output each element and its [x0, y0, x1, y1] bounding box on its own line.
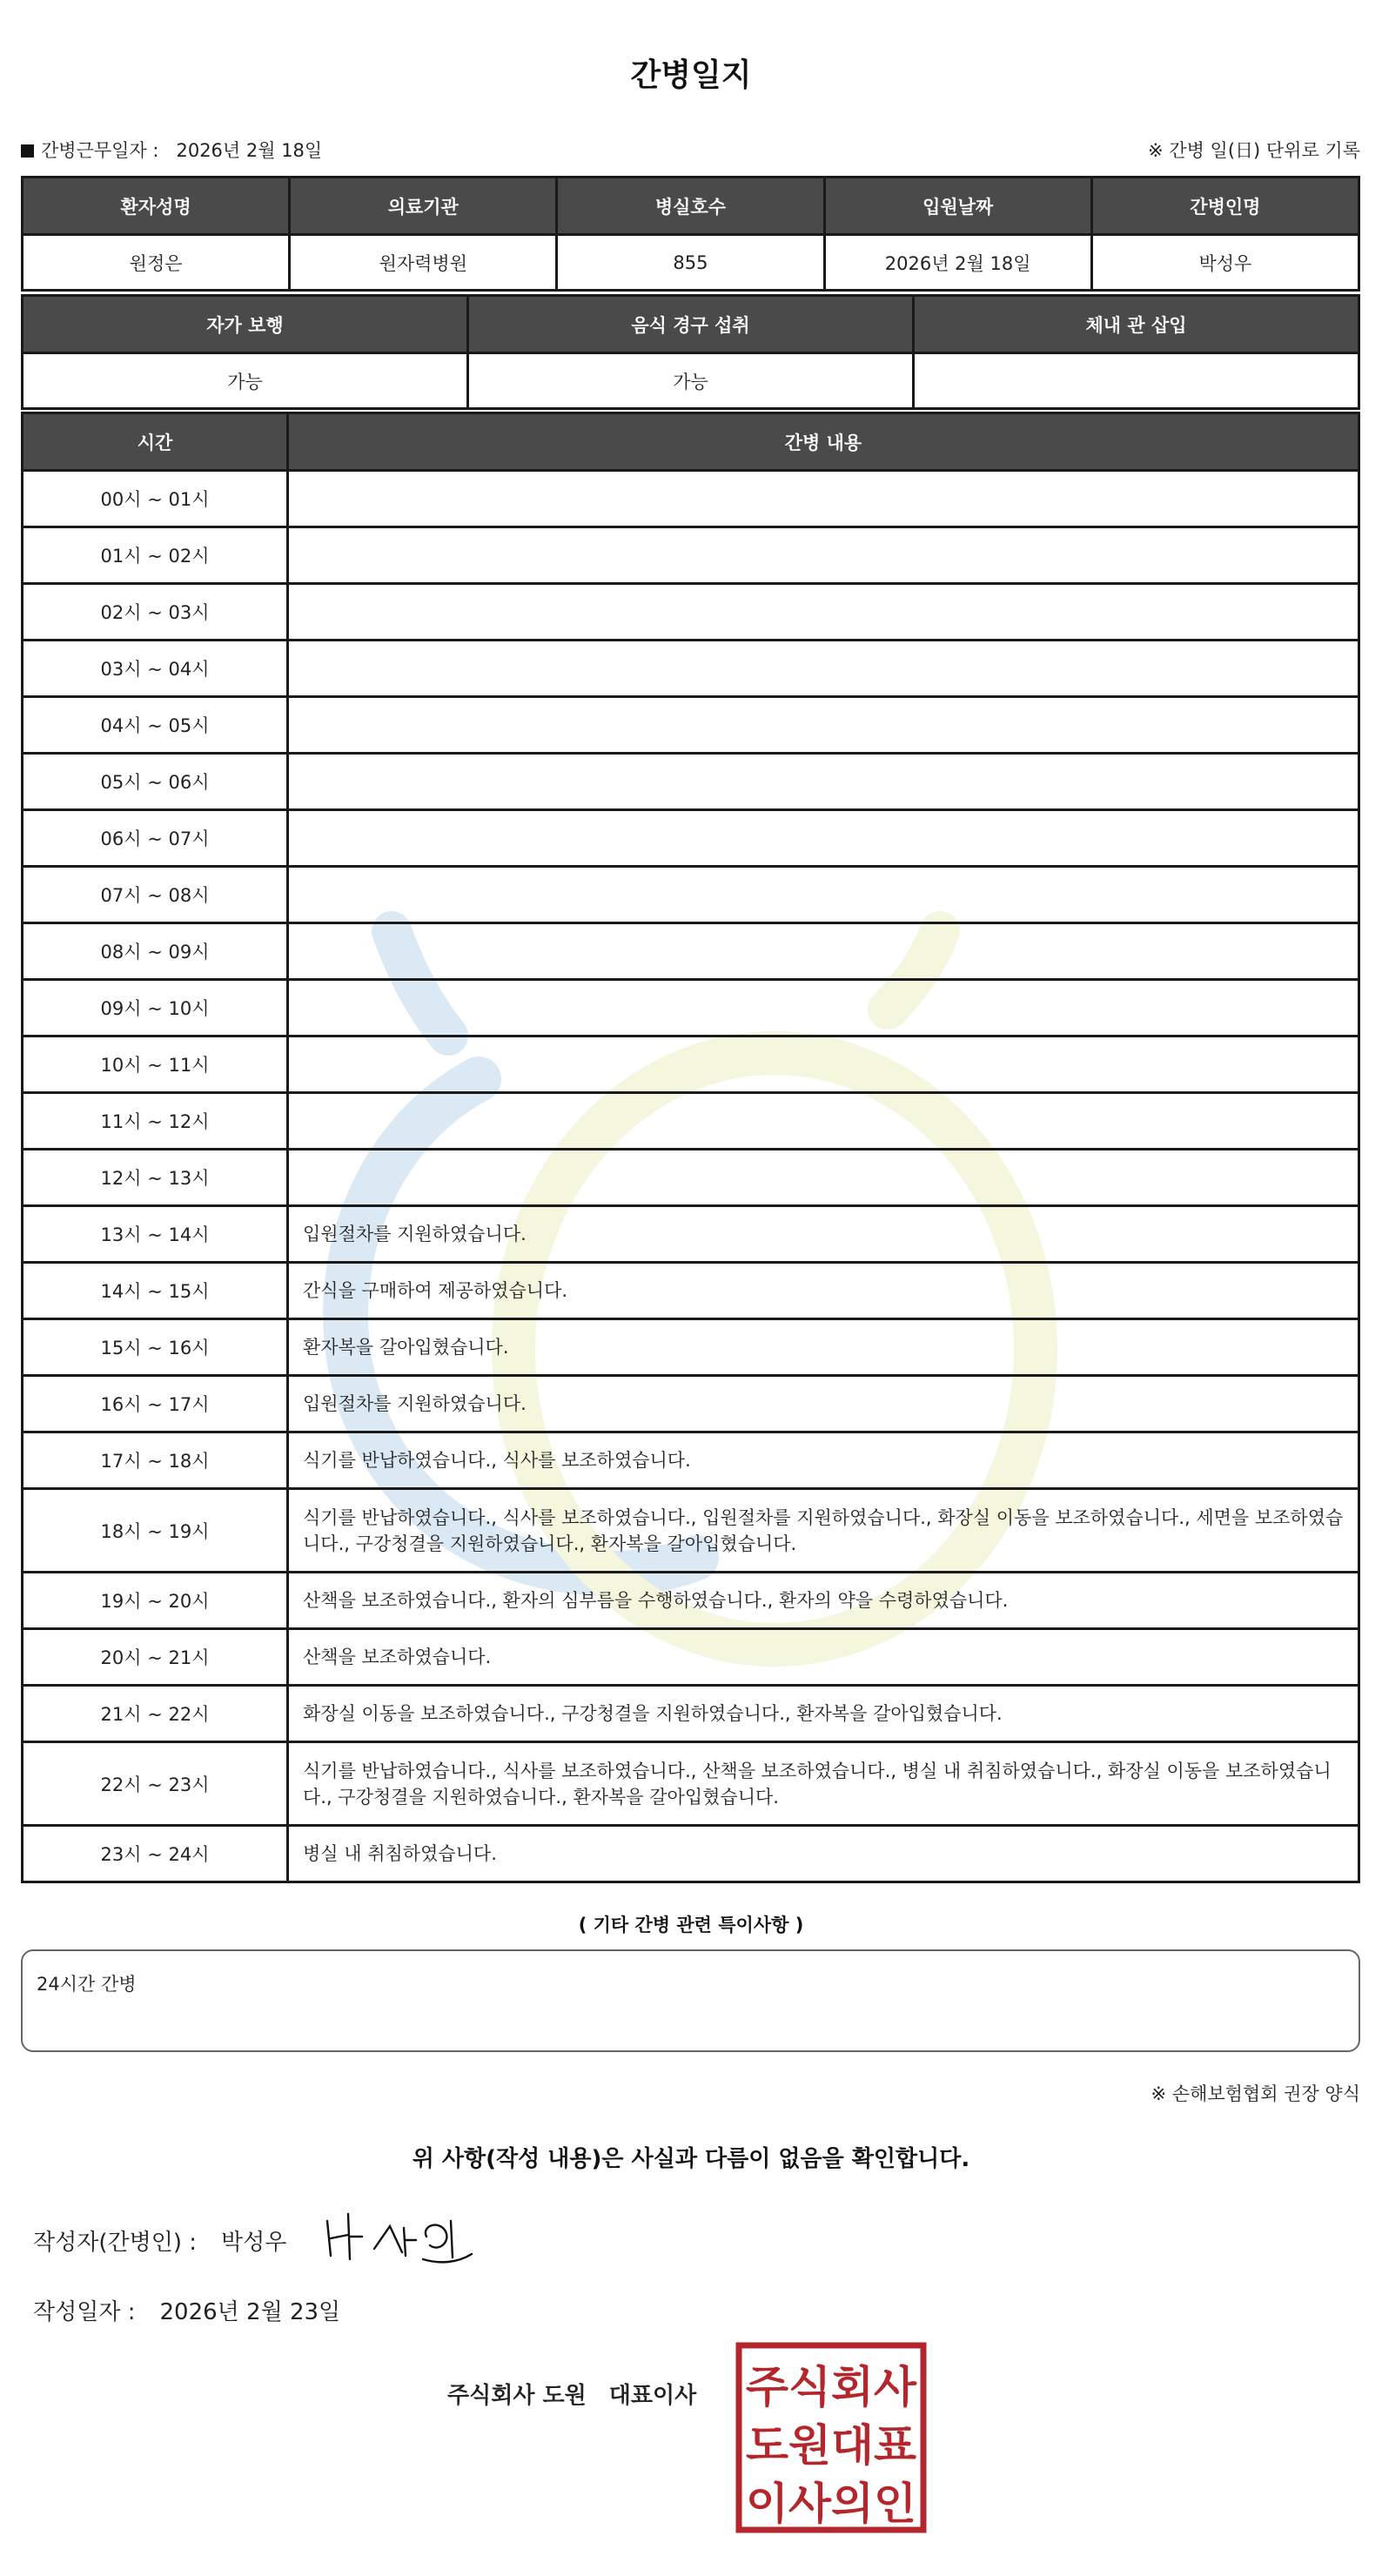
header-caregiver-name: 간병인명	[1091, 178, 1359, 235]
log-time: 12시 ~ 13시	[23, 1150, 288, 1206]
written-date-value: 2026년 2월 23일	[159, 2299, 341, 2325]
log-content	[288, 810, 1359, 867]
log-content: 입원절차를 지원하였습니다.	[288, 1206, 1359, 1263]
header-hospital: 의료기관	[290, 178, 557, 235]
log-content	[288, 1150, 1359, 1206]
log-row	[23, 641, 1359, 697]
log-time: 21시 ~ 22시	[23, 1686, 288, 1742]
log-row	[23, 1629, 1359, 1686]
writer-name: 박성우	[221, 2230, 287, 2256]
log-row	[23, 1263, 1359, 1319]
written-date-label: 작성일자 :	[33, 2299, 136, 2325]
log-row	[23, 754, 1359, 810]
log-row	[23, 810, 1359, 867]
tube-insertion-value	[914, 353, 1359, 409]
notes-text: 24시간 간병	[37, 1974, 137, 1995]
oral-intake-value: 가능	[468, 353, 914, 409]
work-date-label: 간병근무일자 :	[41, 140, 159, 161]
square-bullet-icon	[21, 144, 34, 158]
log-row	[23, 1742, 1359, 1826]
log-row	[23, 1686, 1359, 1742]
header-oral-intake: 음식 경구 섭취	[468, 296, 914, 353]
log-time: 07시 ~ 08시	[23, 867, 288, 923]
log-time: 17시 ~ 18시	[23, 1432, 288, 1489]
log-row	[23, 1376, 1359, 1432]
log-time: 16시 ~ 17시	[23, 1376, 288, 1432]
log-content: 환자복을 갈아입혔습니다.	[288, 1319, 1359, 1376]
log-row	[23, 1573, 1359, 1629]
log-content: 입원절차를 지원하였습니다.	[288, 1376, 1359, 1432]
log-row	[23, 867, 1359, 923]
log-content	[288, 980, 1359, 1036]
company-line	[447, 2378, 696, 2410]
patient-name-value: 원정은	[23, 235, 290, 291]
header-room-number: 병실호수	[557, 178, 824, 235]
svg-text:도원대표: 도원대표	[746, 2420, 917, 2471]
writer-line	[33, 2224, 286, 2257]
header-time: 시간	[23, 413, 288, 471]
log-time: 10시 ~ 11시	[23, 1036, 288, 1093]
log-row	[23, 471, 1359, 527]
svg-text:주식회사: 주식회사	[746, 2362, 917, 2412]
log-time: 22시 ~ 23시	[23, 1742, 288, 1826]
log-content	[288, 697, 1359, 754]
log-content: 화장실 이동을 보조하였습니다., 구강청결을 지원하였습니다., 환자복을 갈아입혔습니다.	[288, 1686, 1359, 1742]
log-time: 13시 ~ 14시	[23, 1206, 288, 1263]
log-row	[23, 1150, 1359, 1206]
log-time: 14시 ~ 15시	[23, 1263, 288, 1319]
log-time: 06시 ~ 07시	[23, 810, 288, 867]
unit-note: ※ 간병 일(日) 단위로 기록	[1148, 140, 1360, 161]
log-row	[23, 1036, 1359, 1093]
log-content: 간식을 구매하여 제공하였습니다.	[288, 1263, 1359, 1319]
log-time: 23시 ~ 24시	[23, 1826, 288, 1882]
log-time: 04시 ~ 05시	[23, 697, 288, 754]
header-self-walking: 자가 보행	[23, 296, 468, 353]
writer-label: 작성자(간병인) :	[33, 2230, 198, 2256]
log-content: 산책을 보조하였습니다., 환자의 심부름을 수행하였습니다., 환자의 약을 수령하였습니다.	[288, 1573, 1359, 1629]
log-row	[23, 1826, 1359, 1882]
header-admission-date: 입원날짜	[824, 178, 1091, 235]
log-time: 01시 ~ 02시	[23, 527, 288, 584]
log-time: 03시 ~ 04시	[23, 641, 288, 697]
log-row	[23, 1432, 1359, 1489]
log-content	[288, 471, 1359, 527]
header-care-content: 간병 내용	[288, 413, 1359, 471]
svg-text:이사의인: 이사의인	[746, 2479, 916, 2529]
self-walking-value: 가능	[23, 353, 468, 409]
log-time: 15시 ~ 16시	[23, 1319, 288, 1376]
notes-box	[21, 1949, 1360, 2052]
company-name: 주식회사 도원	[447, 2383, 587, 2409]
log-time: 00시 ~ 01시	[23, 471, 288, 527]
log-time: 08시 ~ 09시	[23, 923, 288, 980]
log-content: 식기를 반납하였습니다., 식사를 보조하였습니다., 산책을 보조하였습니다., 병실 내 취침하였습니다., 화장실 이동을 보조하였습니다., 구강청결을 지원하였습니다., 환자복을 갈아입혔습니다.	[288, 1742, 1359, 1826]
log-content: 식기를 반납하였습니다., 식사를 보조하였습니다.	[288, 1432, 1359, 1489]
log-row	[23, 923, 1359, 980]
company-role: 대표이사	[608, 2383, 697, 2409]
admission-date-value: 2026년 2월 18일	[824, 235, 1091, 291]
log-content: 산책을 보조하였습니다.	[288, 1629, 1359, 1686]
log-time: 11시 ~ 12시	[23, 1093, 288, 1150]
company-seal-stamp	[735, 2341, 928, 2534]
log-row	[23, 1093, 1359, 1150]
log-row	[23, 697, 1359, 754]
log-content	[288, 1036, 1359, 1093]
page-title: 간병일지	[630, 57, 752, 93]
log-row	[23, 1319, 1359, 1376]
written-date-line	[33, 2294, 340, 2326]
handwritten-signature	[319, 2202, 493, 2271]
care-log-table	[21, 412, 1360, 1883]
notes-title: ( 기타 간병 관련 특이사항 )	[578, 1915, 804, 1935]
log-row	[23, 584, 1359, 641]
patient-info-table	[21, 176, 1360, 292]
log-row	[23, 1489, 1359, 1573]
log-content	[288, 527, 1359, 584]
header-tube-insertion: 체내 관 삽입	[914, 296, 1359, 353]
log-row	[23, 980, 1359, 1036]
association-note: ※ 손해보험협회 권장 양식	[1151, 2083, 1360, 2104]
log-time: 20시 ~ 21시	[23, 1629, 288, 1686]
log-time: 18시 ~ 19시	[23, 1489, 288, 1573]
log-time: 02시 ~ 03시	[23, 584, 288, 641]
log-content: 병실 내 취침하였습니다.	[288, 1826, 1359, 1882]
hospital-value: 원자력병원	[290, 235, 557, 291]
patient-ability-table	[21, 294, 1360, 410]
log-time: 05시 ~ 06시	[23, 754, 288, 810]
header-patient-name: 환자성명	[23, 178, 290, 235]
log-row	[23, 1206, 1359, 1263]
log-content	[288, 584, 1359, 641]
caregiver-name-value: 박성우	[1091, 235, 1359, 291]
work-date-line	[21, 137, 322, 163]
log-content	[288, 867, 1359, 923]
room-number-value: 855	[557, 235, 824, 291]
log-content	[288, 754, 1359, 810]
log-content	[288, 1093, 1359, 1150]
log-content	[288, 641, 1359, 697]
work-date-value: 2026년 2월 18일	[176, 140, 323, 161]
confirmation-statement: 위 사항(작성 내용)은 사실과 다름이 없음을 확인합니다.	[412, 2146, 970, 2172]
log-time: 19시 ~ 20시	[23, 1573, 288, 1629]
log-content	[288, 923, 1359, 980]
log-content: 식기를 반납하였습니다., 식사를 보조하였습니다., 입원절차를 지원하였습니다., 화장실 이동을 보조하였습니다., 세면을 보조하였습니다., 구강청결을 지원하였습니다., 환자복을 갈아입혔습니다.	[288, 1489, 1359, 1573]
log-time: 09시 ~ 10시	[23, 980, 288, 1036]
log-row	[23, 527, 1359, 584]
